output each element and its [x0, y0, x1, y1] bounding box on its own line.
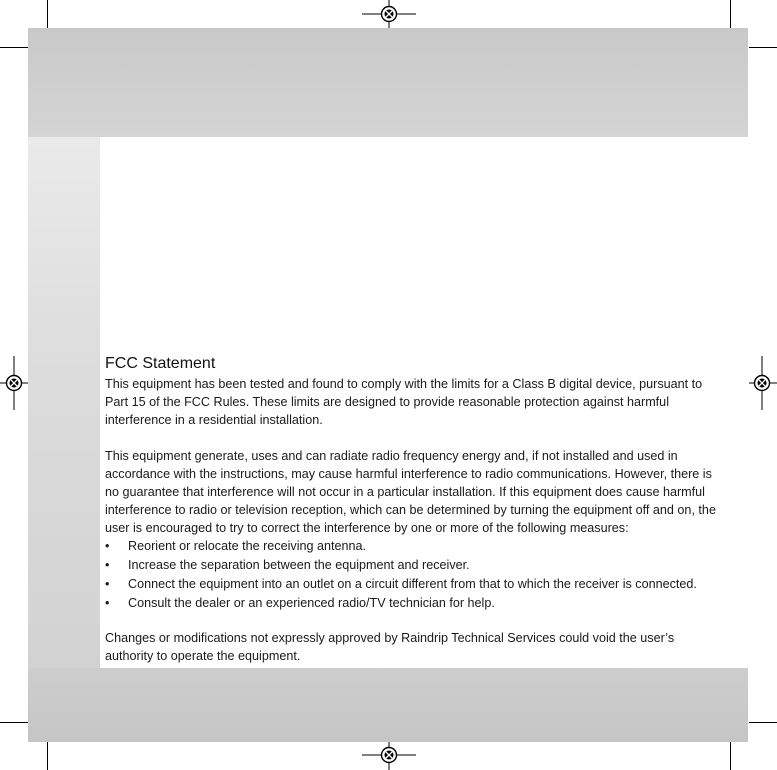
paragraph-line: Part 15 of the FCC Rules. These limits are designed to provide reasonable protection against harmful [105, 395, 669, 409]
bottom-bleed-panel [28, 668, 748, 742]
interference-paragraph [105, 447, 745, 537]
crop-mark-top-left-horizontal [0, 47, 28, 48]
bullet-icon: • [105, 539, 110, 553]
registration-mark-bottom [362, 742, 416, 770]
measure-text: Consult the dealer or an experienced radio/TV technician for help. [128, 596, 495, 610]
crop-mark-bottom-right-horizontal [749, 722, 777, 723]
bullet-icon: • [105, 577, 110, 591]
measure-text: Connect the equipment into an outlet on a circuit different from that to which the receiver is connected. [128, 577, 697, 591]
paragraph-line: accordance with the instructions, may cause harmful interference to radio communications. However, there is [105, 467, 712, 481]
list-item [105, 594, 745, 613]
fcc-statement-title: FCC Statement [105, 355, 216, 372]
crop-mark-bottom-right-vertical [730, 742, 731, 770]
paragraph-line: Changes or modifications not expressly approved by Raindrip Technical Services could void the user’s [105, 631, 675, 645]
list-item [105, 556, 745, 575]
crop-mark-bottom-left-vertical [47, 742, 48, 770]
compliance-paragraph [105, 375, 745, 429]
paragraph-line: authority to operate the equipment. [105, 649, 301, 663]
measure-text: Reorient or relocate the receiving antenna. [128, 539, 367, 553]
crop-mark-top-right-horizontal [749, 47, 777, 48]
crop-mark-bottom-left-horizontal [0, 722, 28, 723]
top-bleed-panel [28, 28, 748, 137]
bullet-icon: • [105, 596, 110, 610]
registration-mark-left [0, 356, 28, 410]
registration-mark-right [749, 356, 777, 410]
registration-mark-top [362, 0, 416, 28]
measures-list [105, 537, 745, 613]
paragraph-line: no guarantee that interference will not occur in a particular installation. If this equipment does cause harmful [105, 485, 705, 499]
paragraph-line: This equipment has been tested and found to comply with the limits for a Class B digital device, pursuant to [105, 377, 703, 391]
measure-text: Increase the separation between the equipment and receiver. [128, 558, 470, 572]
list-item [105, 537, 745, 556]
paragraph-line: interference in a residential installation. [105, 413, 323, 427]
crop-mark-top-left-vertical [47, 0, 48, 28]
left-gradient-strip [28, 137, 100, 668]
paragraph-line: interference to radio or television reception, which can be determined by turning the equipment off and on, the [105, 503, 716, 517]
crop-mark-top-right-vertical [730, 0, 731, 28]
paragraph-line: user is encouraged to try to correct the interference by one or more of the following measures: [105, 521, 629, 535]
modifications-paragraph [105, 629, 745, 665]
bullet-icon: • [105, 558, 110, 572]
paragraph-line: This equipment generate, uses and can radiate radio frequency energy and, if not installed and used in [105, 449, 678, 463]
list-item [105, 575, 745, 594]
